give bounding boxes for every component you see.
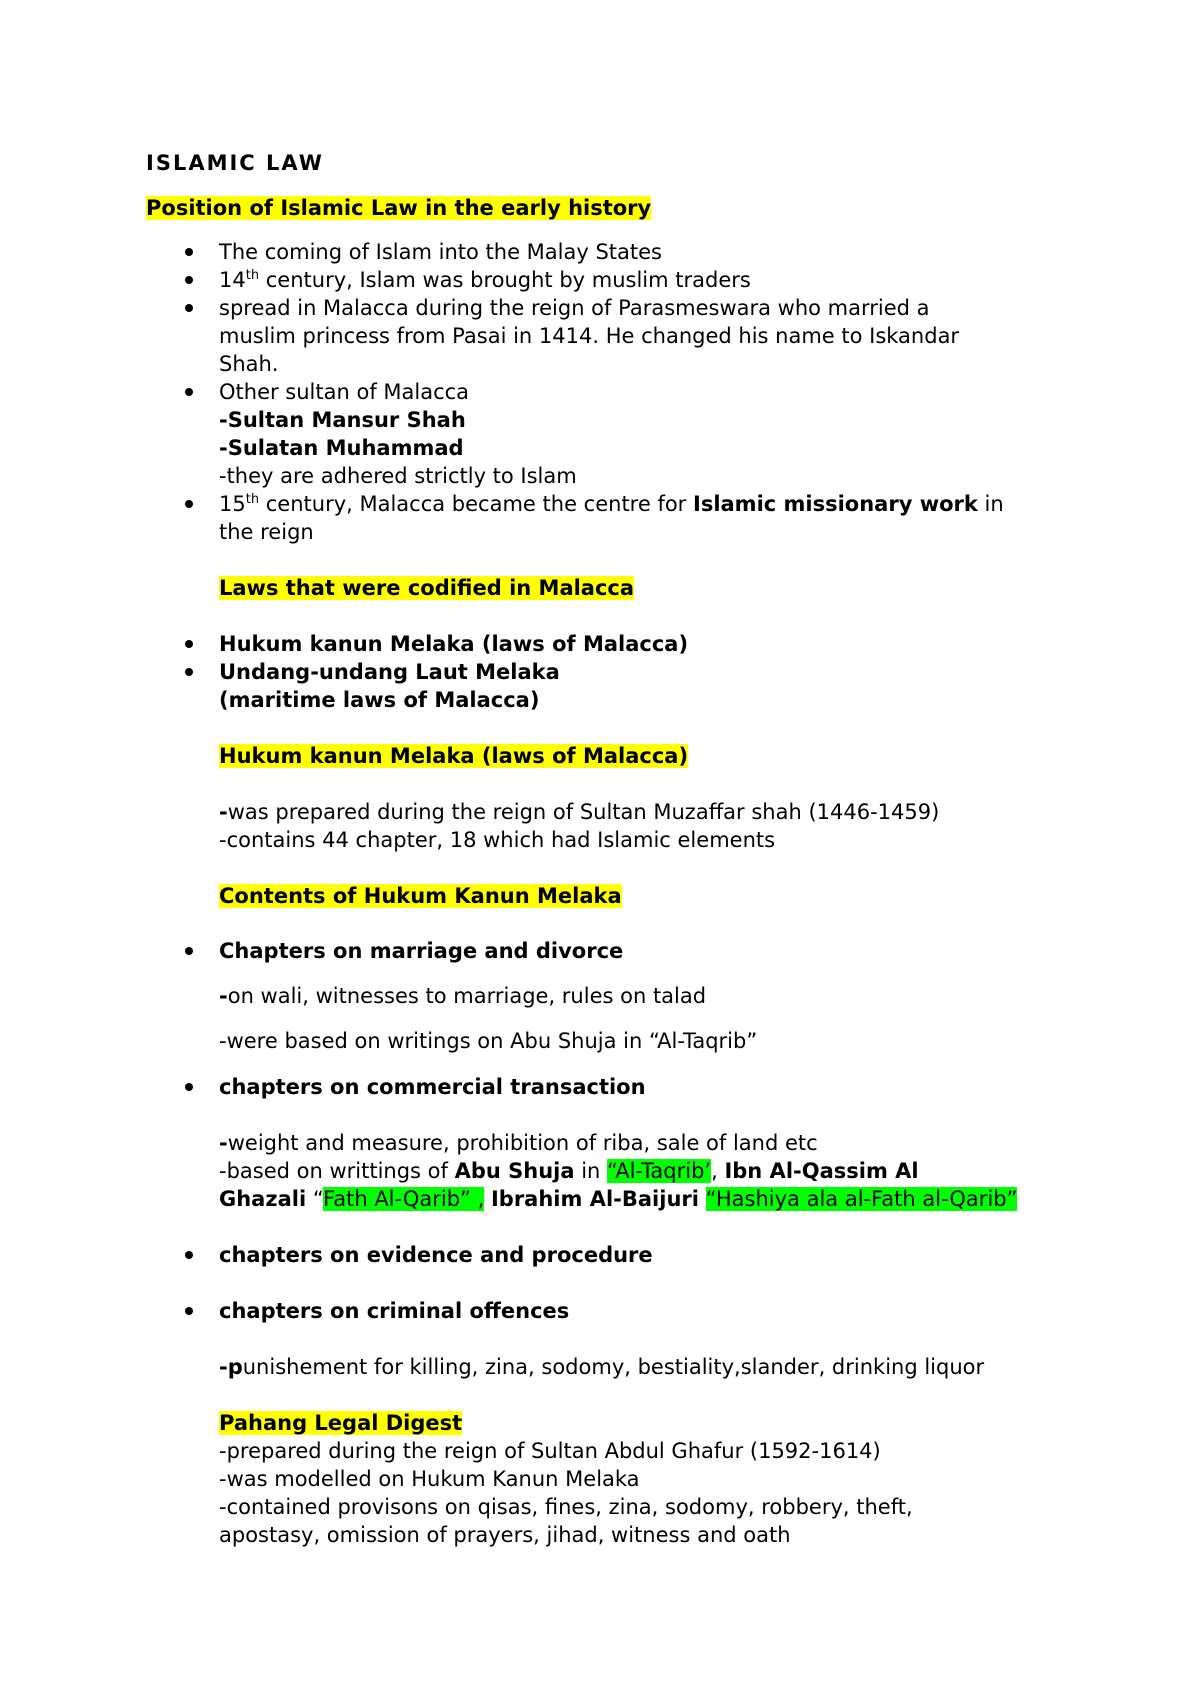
document-title: ISLAMIC LAW: [146, 151, 324, 175]
bullet-icon: [185, 640, 193, 648]
text-line: -was modelled on Hukum Kanun Melaka: [219, 1467, 640, 1491]
citation-highlight: “Al-Taqrib’: [607, 1159, 712, 1183]
text-line: -weight and measure, prohibition of riba, sale of land etc: [219, 1131, 818, 1155]
list-item: Other sultan of Malacca: [219, 380, 470, 404]
list-item: chapters on criminal offences: [219, 1299, 570, 1323]
list-item-continued: (maritime laws of Malacca): [219, 688, 540, 712]
list-item: spread in Malacca during the reign of Parasmeswara who married a: [219, 296, 930, 320]
text-line: -on wali, witnesses to marriage, rules on talad: [219, 984, 707, 1008]
bullet-icon: [185, 500, 193, 508]
list-item: The coming of Islam into the Malay States: [219, 240, 662, 264]
bullet-icon: [185, 947, 193, 955]
bullet-icon: [185, 304, 193, 312]
list-item: 15th century, Malacca became the centre for Islamic missionary work in: [219, 492, 1004, 516]
text-line: Ghazali “Fath Al-Qarib” , Ibrahim Al-Baijuri “Hashiya ala al-Fath al-Qarib”: [219, 1187, 1018, 1211]
text-line: -based on writtings of Abu Shuja in “Al-Taqrib’, Ibn Al-Qassim Al: [219, 1159, 919, 1183]
citation-highlight: “Hashiya ala al-Fath al-Qarib”: [705, 1187, 1018, 1211]
list-item: chapters on evidence and procedure: [219, 1243, 653, 1267]
section-heading-laws-codified: Laws that were codified in Malacca: [219, 576, 635, 600]
section-heading-pahang: Pahang Legal Digest: [219, 1411, 463, 1435]
list-item-continued: muslim princess from Pasai in 1414. He changed his name to Iskandar: [219, 324, 960, 348]
list-item-continued: Shah.: [219, 352, 279, 376]
bullet-icon: [185, 668, 193, 676]
bullet-icon: [185, 276, 193, 284]
text-line: -contains 44 chapter, 18 which had Islamic elements: [219, 828, 776, 852]
section-heading-position: Position of Islamic Law in the early history: [146, 196, 652, 220]
bullet-icon: [185, 1083, 193, 1091]
text-line: -prepared during the reign of Sultan Abdul Ghafur (1592-1614): [219, 1439, 881, 1463]
list-item: Hukum kanun Melaka (laws of Malacca): [219, 632, 689, 656]
list-item-continued: -they are adhered strictly to Islam: [219, 464, 577, 488]
section-heading-contents: Contents of Hukum Kanun Melaka: [219, 884, 622, 908]
text-line: -punishement for killing, zina, sodomy, bestiality,slander, drinking liquor: [219, 1355, 985, 1379]
text-line: -contained provisons on qisas, fines, zina, sodomy, robbery, theft,: [219, 1495, 913, 1519]
list-item: Undang-undang Laut Melaka: [219, 660, 560, 684]
list-item: 14th century, Islam was brought by muslim traders: [219, 268, 751, 292]
bullet-icon: [185, 1251, 193, 1259]
text-line: apostasy, omission of prayers, jihad, witness and oath: [219, 1523, 791, 1547]
citation-highlight: Fath Al-Qarib” ,: [323, 1187, 485, 1211]
text-line: -was prepared during the reign of Sultan Muzaffar shah (1446-1459): [219, 800, 940, 824]
bullet-icon: [185, 1307, 193, 1315]
bullet-icon: [185, 388, 193, 396]
list-item: chapters on commercial transaction: [219, 1075, 646, 1099]
list-item-continued: the reign: [219, 520, 314, 544]
sultan-name: -Sulatan Muhammad: [219, 436, 464, 460]
sultan-name: -Sultan Mansur Shah: [219, 408, 466, 432]
section-heading-hukum-kanun: Hukum kanun Melaka (laws of Malacca): [219, 744, 689, 768]
text-line: -were based on writings on Abu Shuja in “Al-Taqrib”: [219, 1029, 758, 1053]
bullet-icon: [185, 248, 193, 256]
list-item: Chapters on marriage and divorce: [219, 939, 624, 963]
